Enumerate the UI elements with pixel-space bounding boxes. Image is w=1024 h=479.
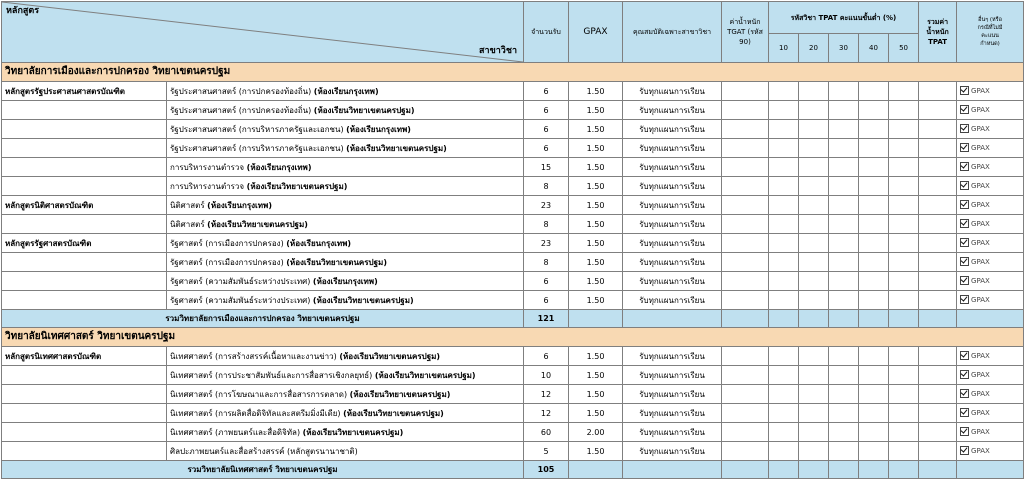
program-cell: หลักสูตรรัฐศาสตรบัณฑิต xyxy=(2,234,167,253)
other-cell: GPAX xyxy=(957,101,1024,120)
major-name: รัฐประศาสนศาสตร์ (การบริหารภาครัฐและเอกชน) xyxy=(170,143,344,153)
campus-name: (ห้องเรียนวิทยาเขตนครปฐม) xyxy=(349,389,451,399)
qual-cell: รับทุกแผนการเรียน xyxy=(623,139,722,158)
seats-cell: 10 xyxy=(524,366,569,385)
other-cell: GPAX xyxy=(957,253,1024,272)
program-cell xyxy=(2,120,167,139)
seats-cell: 8 xyxy=(524,215,569,234)
table-row xyxy=(2,139,1024,158)
other-cell: GPAX xyxy=(957,158,1024,177)
major-name: ศิลปะภาพยนตร์และสื่อสร้างสรรค์ (หลักสูตรนานาชาติ) xyxy=(170,446,358,456)
gpax-cell: 1.50 xyxy=(569,272,623,291)
admission-table xyxy=(1,1,1024,479)
major-name: นิเทศศาสตร์ (ภาพยนตร์และสื่อดิจิทัล) xyxy=(170,427,301,437)
major-cell xyxy=(167,253,524,272)
program-cell xyxy=(2,385,167,404)
tpat-col-30: 30 xyxy=(829,34,859,63)
gpax-cell: 1.50 xyxy=(569,120,623,139)
other-cell: GPAX xyxy=(957,423,1024,442)
checkbox-checked-icon xyxy=(960,238,969,247)
campus-name: (ห้องเรียนวิทยาเขตนครปฐม) xyxy=(374,370,476,380)
major-name: รัฐศาสตร์ (การเมืองการปกครอง) xyxy=(170,238,284,248)
checkbox-checked-icon xyxy=(960,295,969,304)
campus-name: (ห้องเรียนวิทยาเขตนครปฐม) xyxy=(312,295,414,305)
major-cell xyxy=(167,82,524,101)
campus-name: (ห้องเรียนกรุงเทพ) xyxy=(346,124,411,134)
gpax-cell: 1.50 xyxy=(569,404,623,423)
gpax-cell: 1.50 xyxy=(569,101,623,120)
checkbox-checked-icon xyxy=(960,86,969,95)
major-cell xyxy=(167,423,524,442)
program-cell xyxy=(2,366,167,385)
program-major-header xyxy=(2,2,524,63)
campus-name: (ห้องเรียนกรุงเทพ) xyxy=(286,238,352,248)
tpat-col-10: 10 xyxy=(769,34,799,63)
major-cell xyxy=(167,120,524,139)
major-cell xyxy=(167,366,524,385)
qual-cell: รับทุกแผนการเรียน xyxy=(623,423,722,442)
table-row xyxy=(2,347,1024,366)
total-label: รวมวิทยาลัยการเมืองและการปกครอง วิทยาเขตนครปฐม xyxy=(2,310,524,328)
checkbox-checked-icon xyxy=(960,389,969,398)
table-row xyxy=(2,82,1024,101)
seats-cell: 6 xyxy=(524,291,569,310)
checkbox-checked-icon xyxy=(960,351,969,360)
major-cell xyxy=(167,177,524,196)
table-row xyxy=(2,158,1024,177)
campus-name: (ห้องเรียนกรุงเทพ) xyxy=(246,162,312,172)
checkbox-checked-icon xyxy=(960,408,969,417)
seats-cell: 6 xyxy=(524,272,569,291)
major-name: นิติศาสตร์ xyxy=(170,219,205,229)
table-row xyxy=(2,366,1024,385)
qual-cell: รับทุกแผนการเรียน xyxy=(623,120,722,139)
campus-name: (ห้องเรียนกรุงเทพ) xyxy=(313,86,379,96)
seats-cell: 8 xyxy=(524,177,569,196)
major-cell xyxy=(167,215,524,234)
major-name: นิเทศศาสตร์ (การประชาสัมพันธ์และการสื่อสารเชิงกลยุทธ์) xyxy=(170,370,373,380)
campus-name: (ห้องเรียนวิทยาเขตนครปฐม) xyxy=(339,351,441,361)
gpax-cell: 1.50 xyxy=(569,385,623,404)
major-name: รัฐประศาสนศาสตร์ (การบริหารภาครัฐและเอกชน) xyxy=(170,124,344,134)
faculty-name: วิทยาลัยการเมืองและการปกครอง วิทยาเขตนครปฐม xyxy=(2,63,524,82)
program-cell xyxy=(2,253,167,272)
campus-name: (ห้องเรียนวิทยาเขตนครปฐม) xyxy=(313,105,415,115)
program-cell xyxy=(2,177,167,196)
major-name: นิเทศศาสตร์ (การโฆษณาและการสื่อสารการตลาด) xyxy=(170,389,348,399)
table-row xyxy=(2,177,1024,196)
program-cell: หลักสูตรนิติศาสตรบัณฑิต xyxy=(2,196,167,215)
qual-cell: รับทุกแผนการเรียน xyxy=(623,177,722,196)
checkbox-checked-icon xyxy=(960,181,969,190)
total-seats: 121 xyxy=(524,310,569,328)
seats-cell: 15 xyxy=(524,158,569,177)
tgat-header: ค่าน้ำหนัก TGAT (รหัส 90) xyxy=(722,2,769,63)
total-seats: 105 xyxy=(524,461,569,479)
major-cell xyxy=(167,291,524,310)
major-name: รัฐศาสตร์ (ความสัมพันธ์ระหว่างประเทศ) xyxy=(170,295,311,305)
campus-name: (ห้องเรียนวิทยาเขตนครปฐม) xyxy=(207,219,308,229)
seats-cell: 6 xyxy=(524,139,569,158)
gpax-cell: 1.50 xyxy=(569,177,623,196)
checkbox-checked-icon xyxy=(960,143,969,152)
qual-cell: รับทุกแผนการเรียน xyxy=(623,101,722,120)
seats-cell: 6 xyxy=(524,120,569,139)
major-cell xyxy=(167,196,524,215)
checkbox-checked-icon xyxy=(960,446,969,455)
qual-cell: รับทุกแผนการเรียน xyxy=(623,272,722,291)
gpax-cell: 1.50 xyxy=(569,158,623,177)
qual-cell: รับทุกแผนการเรียน xyxy=(623,366,722,385)
campus-name: (ห้องเรียนวิทยาเขตนครปฐม) xyxy=(286,257,387,267)
checkbox-checked-icon xyxy=(960,276,969,285)
other-cell: GPAX xyxy=(957,366,1024,385)
gpax-cell: 1.50 xyxy=(569,139,623,158)
campus-name: (ห้องเรียนวิทยาเขตนครปฐม) xyxy=(346,143,447,153)
gpax-cell: 1.50 xyxy=(569,291,623,310)
checkbox-checked-icon xyxy=(960,219,969,228)
table-row xyxy=(2,196,1024,215)
seats-cell: 12 xyxy=(524,404,569,423)
gpax-header: GPAX xyxy=(569,2,623,63)
table-row xyxy=(2,120,1024,139)
tpat-col-50: 50 xyxy=(889,34,919,63)
other-cell: GPAX xyxy=(957,347,1024,366)
qual-cell: รับทุกแผนการเรียน xyxy=(623,291,722,310)
other-cell: GPAX xyxy=(957,215,1024,234)
checkbox-checked-icon xyxy=(960,427,969,436)
program-cell xyxy=(2,139,167,158)
major-cell xyxy=(167,347,524,366)
seats-cell: 6 xyxy=(524,347,569,366)
table-row xyxy=(2,215,1024,234)
total-label: รวมวิทยาลัยนิเทศศาสตร์ วิทยาเขตนครปฐม xyxy=(2,461,524,479)
table-row xyxy=(2,253,1024,272)
checkbox-checked-icon xyxy=(960,370,969,379)
major-name: รัฐประศาสนศาสตร์ (การปกครองท้องถิ่น) xyxy=(170,86,312,96)
qual-cell: รับทุกแผนการเรียน xyxy=(623,442,722,461)
gpax-cell: 1.50 xyxy=(569,347,623,366)
checkbox-checked-icon xyxy=(960,257,969,266)
major-name: รัฐศาสตร์ (ความสัมพันธ์ระหว่างประเทศ) xyxy=(170,276,311,286)
table-row xyxy=(2,385,1024,404)
campus-name: (ห้องเรียนวิทยาเขตนครปฐม) xyxy=(343,408,444,418)
seats-cell: 6 xyxy=(524,101,569,120)
table-row xyxy=(2,101,1024,120)
major-name: นิเทศศาสตร์ (การผลิตสื่อดิจิทัลและสตรีมมิ่งมีเดีย) xyxy=(170,408,341,418)
seats-cell: 23 xyxy=(524,234,569,253)
other-cell: GPAX xyxy=(957,442,1024,461)
campus-name: (ห้องเรียนวิทยาเขตนครปฐม) xyxy=(302,427,404,437)
other-cell: GPAX xyxy=(957,82,1024,101)
gpax-cell: 2.00 xyxy=(569,423,623,442)
tpat-col-20: 20 xyxy=(799,34,829,63)
program-cell xyxy=(2,404,167,423)
qual-cell: รับทุกแผนการเรียน xyxy=(623,215,722,234)
table-row xyxy=(2,234,1024,253)
total-row xyxy=(2,310,1024,328)
major-cell xyxy=(167,234,524,253)
other-cell: GPAX xyxy=(957,404,1024,423)
gpax-cell: 1.50 xyxy=(569,234,623,253)
major-cell xyxy=(167,101,524,120)
table-row xyxy=(2,442,1024,461)
qual-header: คุณสมบัติเฉพาะสาขาวิชา xyxy=(623,2,722,63)
program-cell xyxy=(2,101,167,120)
seats-cell: 5 xyxy=(524,442,569,461)
major-cell xyxy=(167,442,524,461)
total-weight-header: รวมค่า น้ำหนัก TPAT xyxy=(919,2,957,63)
program-cell xyxy=(2,291,167,310)
major-header: สาขาวิชา xyxy=(479,46,517,56)
other-header: อื่นๆ (หรือ กรณีที่ไม่มี คะแนน กำหนด) xyxy=(957,2,1024,63)
other-cell: GPAX xyxy=(957,120,1024,139)
program-cell xyxy=(2,442,167,461)
campus-name: (ห้องเรียนวิทยาเขตนครปฐม) xyxy=(246,181,348,191)
checkbox-checked-icon xyxy=(960,162,969,171)
faculty-name: วิทยาลัยนิเทศศาสตร์ วิทยาเขตนครปฐม xyxy=(2,328,524,347)
seats-cell: 8 xyxy=(524,253,569,272)
faculty-row xyxy=(2,63,1024,82)
major-name: นิเทศศาสตร์ (การสร้างสรรค์เนื้อหาและงานข่าว) xyxy=(170,351,337,361)
major-name: การบริหารงานตำรวจ xyxy=(170,162,245,172)
other-cell: GPAX xyxy=(957,385,1024,404)
major-cell xyxy=(167,272,524,291)
gpax-cell: 1.50 xyxy=(569,253,623,272)
table-row xyxy=(2,291,1024,310)
tpat-col-40: 40 xyxy=(859,34,889,63)
program-cell: หลักสูตรรัฐประศาสนศาสตรบัณฑิต xyxy=(2,82,167,101)
other-cell: GPAX xyxy=(957,177,1024,196)
seats-cell: 6 xyxy=(524,82,569,101)
gpax-cell: 1.50 xyxy=(569,442,623,461)
seats-header: จำนวนรับ xyxy=(524,2,569,63)
other-cell: GPAX xyxy=(957,272,1024,291)
seats-cell: 60 xyxy=(524,423,569,442)
major-name: รัฐประศาสนศาสตร์ (การปกครองท้องถิ่น) xyxy=(170,105,312,115)
gpax-cell: 1.50 xyxy=(569,196,623,215)
qual-cell: รับทุกแผนการเรียน xyxy=(623,347,722,366)
table-row xyxy=(2,404,1024,423)
major-cell xyxy=(167,404,524,423)
seats-cell: 23 xyxy=(524,196,569,215)
qual-cell: รับทุกแผนการเรียน xyxy=(623,158,722,177)
qual-cell: รับทุกแผนการเรียน xyxy=(623,82,722,101)
checkbox-checked-icon xyxy=(960,124,969,133)
major-cell xyxy=(167,158,524,177)
qual-cell: รับทุกแผนการเรียน xyxy=(623,196,722,215)
checkbox-checked-icon xyxy=(960,105,969,114)
tpat-header: รหัสวิชา TPAT คะแนนขั้นต่ำ (%) xyxy=(769,2,919,34)
program-cell xyxy=(2,158,167,177)
other-cell: GPAX xyxy=(957,139,1024,158)
seats-cell: 12 xyxy=(524,385,569,404)
other-cell: GPAX xyxy=(957,196,1024,215)
total-row xyxy=(2,461,1024,479)
gpax-cell: 1.50 xyxy=(569,366,623,385)
qual-cell: รับทุกแผนการเรียน xyxy=(623,253,722,272)
table-row xyxy=(2,423,1024,442)
checkbox-checked-icon xyxy=(960,200,969,209)
table-row xyxy=(2,272,1024,291)
qual-cell: รับทุกแผนการเรียน xyxy=(623,404,722,423)
major-cell xyxy=(167,385,524,404)
qual-cell: รับทุกแผนการเรียน xyxy=(623,385,722,404)
major-name: นิติศาสตร์ xyxy=(170,200,205,210)
major-name: รัฐศาสตร์ (การเมืองการปกครอง) xyxy=(170,257,284,267)
program-header: หลักสูตร xyxy=(6,6,40,16)
campus-name: (ห้องเรียนกรุงเทพ) xyxy=(207,200,272,210)
faculty-row xyxy=(2,328,1024,347)
program-cell xyxy=(2,215,167,234)
program-cell xyxy=(2,272,167,291)
major-cell xyxy=(167,139,524,158)
program-cell: หลักสูตรนิเทศศาสตรบัณฑิต xyxy=(2,347,167,366)
major-name: การบริหารงานตำรวจ xyxy=(170,181,245,191)
gpax-cell: 1.50 xyxy=(569,215,623,234)
gpax-cell: 1.50 xyxy=(569,82,623,101)
qual-cell: รับทุกแผนการเรียน xyxy=(623,234,722,253)
program-cell xyxy=(2,423,167,442)
other-cell: GPAX xyxy=(957,291,1024,310)
campus-name: (ห้องเรียนกรุงเทพ) xyxy=(312,276,378,286)
other-cell: GPAX xyxy=(957,234,1024,253)
